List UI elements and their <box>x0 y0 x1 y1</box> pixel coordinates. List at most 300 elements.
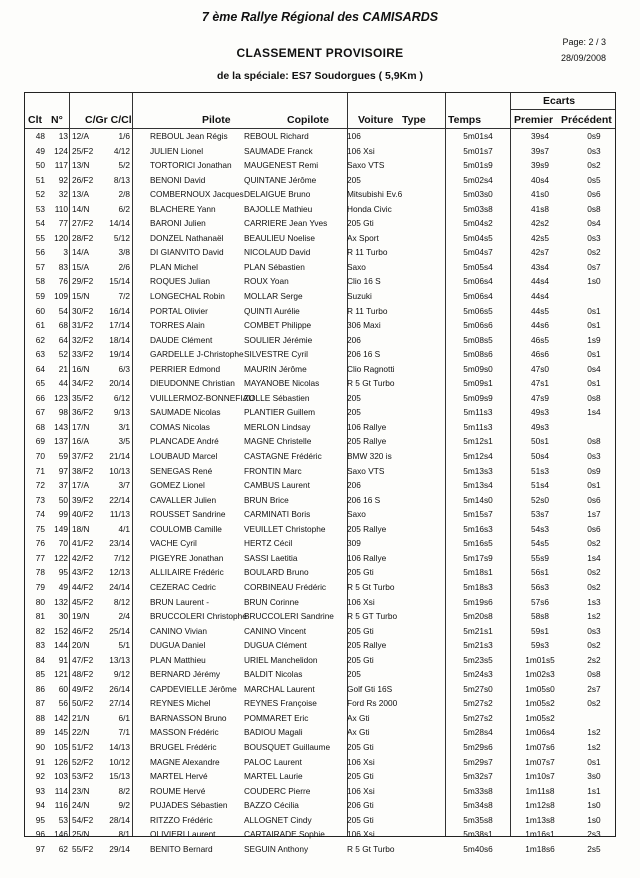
cell-cgr: 36/F2 <box>72 407 94 418</box>
cell-precedent: 0s3 <box>587 451 601 462</box>
page-number: Page: 2 / 3 <box>562 37 606 47</box>
cell-voiture: Saxo VTS <box>347 465 385 476</box>
cell-pilote: SENEGAS René <box>150 465 213 476</box>
table-row <box>24 304 616 319</box>
cell-cgr: 19/N <box>72 611 90 622</box>
cell-temps: 5m32s7 <box>463 771 493 782</box>
table-row <box>24 769 616 784</box>
cell-temps: 5m09s0 <box>463 363 493 374</box>
cell-cgr: 13/A <box>72 189 90 200</box>
cell-pilote: PLANCADE André <box>150 436 219 447</box>
cell-pilote: SAUMADE Nicolas <box>150 407 221 418</box>
cell-temps: 5m06s5 <box>463 305 493 316</box>
cell-clt: 80 <box>35 596 45 607</box>
cell-cgr: 49/F2 <box>72 683 94 694</box>
cell-num: 91 <box>58 654 68 665</box>
cell-temps: 5m28s4 <box>463 727 493 738</box>
cell-temps: 5m05s4 <box>463 261 493 272</box>
cell-clt: 97 <box>35 843 45 854</box>
cell-precedent: 2s3 <box>587 829 601 840</box>
cell-copilote: HERTZ Cécil <box>244 538 293 549</box>
cell-cgr: 20/N <box>72 640 90 651</box>
cell-voiture: 106 Rallye <box>347 552 387 563</box>
table-row <box>24 827 616 842</box>
cell-clt: 92 <box>35 771 45 782</box>
cell-ccl: 2/6 <box>118 261 130 272</box>
report-date: 28/09/2008 <box>560 53 606 63</box>
cell-precedent: 0s1 <box>587 378 601 389</box>
cell-cgr: 40/F2 <box>72 509 94 520</box>
cell-temps: 5m02s4 <box>463 174 493 185</box>
cell-premier: 1m18s6 <box>525 843 555 854</box>
cell-premier: 1m05s0 <box>525 683 555 694</box>
cell-temps: 5m14s0 <box>463 494 493 505</box>
cell-temps: 5m20s8 <box>463 611 493 622</box>
cell-num: 116 <box>54 800 68 811</box>
cell-precedent: 0s2 <box>587 581 601 592</box>
table-row <box>24 580 616 595</box>
cell-cgr: 42/F2 <box>72 552 94 563</box>
cell-temps: 5m01s4 <box>463 131 493 141</box>
cell-num: 117 <box>54 160 68 171</box>
cell-voiture: BMW 320 is <box>347 451 392 462</box>
cell-ccl: 15/13 <box>109 771 130 782</box>
cell-cgr: 24/N <box>72 800 90 811</box>
cell-num: 99 <box>58 509 68 520</box>
cell-voiture: 205 Rallye <box>347 640 387 651</box>
table-row <box>24 362 616 377</box>
cell-premier: 1m10s7 <box>525 771 555 782</box>
cell-clt: 67 <box>35 407 45 418</box>
cell-temps: 5m18s1 <box>463 567 493 578</box>
cell-voiture: 309 <box>347 538 361 549</box>
cell-precedent: 1s2 <box>587 611 601 622</box>
cell-clt: 49 <box>35 145 45 156</box>
cell-precedent: 0s3 <box>587 232 601 243</box>
cell-voiture: Suzuki <box>347 291 372 302</box>
cell-temps: 5m18s3 <box>463 581 493 592</box>
cell-pilote: COULOMB Camille <box>150 523 222 534</box>
ecarts-divider <box>510 109 615 110</box>
cell-temps: 5m33s8 <box>463 785 493 796</box>
cell-pilote: TORRES Alain <box>150 320 205 331</box>
cell-cgr: 25/N <box>72 829 90 840</box>
cell-pilote: GOMEZ Lionel <box>150 480 205 491</box>
cell-ccl: 10/13 <box>109 465 130 476</box>
cell-precedent: 0s6 <box>587 523 601 534</box>
cell-premier: 41s0 <box>531 189 549 200</box>
cell-cgr: 37/F2 <box>72 451 94 462</box>
cell-precedent: 0s2 <box>587 640 601 651</box>
cell-copilote: ZOLLE Sébastien <box>244 392 310 403</box>
cell-ccl: 24/14 <box>109 581 130 592</box>
cell-temps: 5m08s6 <box>463 349 493 360</box>
cell-temps: 5m04s2 <box>463 218 493 229</box>
cell-num: 59 <box>58 451 68 462</box>
cell-cgr: 15/A <box>72 261 90 272</box>
table-row <box>24 813 616 828</box>
cell-pilote: ALLILAIRE Frédéric <box>150 567 224 578</box>
cell-clt: 88 <box>35 712 45 723</box>
cell-ccl: 5/12 <box>113 232 130 243</box>
table-row <box>24 173 616 188</box>
cell-voiture: 205 Rallye <box>347 523 387 534</box>
cell-num: 62 <box>58 843 68 854</box>
cell-premier: 1m05s2 <box>525 698 555 709</box>
cell-cgr: 25/F2 <box>72 145 94 156</box>
table-row <box>24 391 616 406</box>
cell-clt: 61 <box>35 320 45 331</box>
cell-copilote: MARCHAL Laurent <box>244 683 315 694</box>
cell-num: 76 <box>58 276 68 287</box>
cell-copilote: BRUCCOLERI Sandrine <box>244 611 334 622</box>
cell-precedent: 0s7 <box>587 261 601 272</box>
cell-copilote: BADIOU Magali <box>244 727 303 738</box>
cell-premier: 46s6 <box>531 349 549 360</box>
cell-cgr: 51/F2 <box>72 741 94 752</box>
cell-copilote: PLAN Sébastien <box>244 261 305 272</box>
cell-num: 145 <box>54 727 68 738</box>
cell-premier: 54s5 <box>531 538 549 549</box>
cell-copilote: CARRIERE Jean Yves <box>244 218 328 229</box>
cell-ccl: 2/4 <box>118 611 130 622</box>
cell-temps: 5m27s2 <box>463 712 493 723</box>
cell-num: 83 <box>58 261 68 272</box>
cell-num: 105 <box>54 741 68 752</box>
cell-temps: 5m29s7 <box>463 756 493 767</box>
cell-ccl: 17/14 <box>109 320 130 331</box>
cell-clt: 91 <box>35 756 45 767</box>
cell-temps: 5m16s5 <box>463 538 493 549</box>
cell-ccl: 28/14 <box>109 814 130 825</box>
cell-voiture: Clio Ragnotti <box>347 363 395 374</box>
cell-copilote: SILVESTRE Cyril <box>244 349 308 360</box>
cell-precedent: 1s2 <box>587 727 601 738</box>
cell-premier: 1m07s6 <box>525 741 555 752</box>
cell-voiture: 205 Gti <box>347 771 374 782</box>
cell-pilote: BLACHERE Yann <box>150 203 216 214</box>
cell-precedent: 0s2 <box>587 538 601 549</box>
cell-premier: 47s9 <box>531 392 549 403</box>
cell-copilote: BEAULIEU Noelise <box>244 232 316 243</box>
cell-copilote: ALLOGNET Cindy <box>244 814 312 825</box>
cell-num: 56 <box>58 698 68 709</box>
cell-precedent: 0s1 <box>587 305 601 316</box>
cell-copilote: BAJOLLE Mathieu <box>244 203 313 214</box>
cell-ccl: 3/1 <box>118 421 130 432</box>
cell-copilote: CAMBUS Laurent <box>244 480 310 491</box>
table-row <box>24 784 616 799</box>
cell-clt: 60 <box>35 305 45 316</box>
cell-copilote: QUINTI Aurélie <box>244 305 300 316</box>
cell-temps: 5m34s8 <box>463 800 493 811</box>
cell-voiture: R 5 Gt Turbo <box>347 581 395 592</box>
cell-ccl: 14/13 <box>109 741 130 752</box>
cell-copilote: DELAIGUE Bruno <box>244 189 311 200</box>
cell-cgr: 12/A <box>72 131 90 141</box>
cell-num: 37 <box>58 480 68 491</box>
cell-num: 95 <box>58 567 68 578</box>
cell-temps: 5m23s5 <box>463 654 493 665</box>
cell-pilote: VUILLERMOZ-BONNEFIAU <box>150 392 255 403</box>
cell-premier: 1m13s8 <box>525 814 555 825</box>
cell-temps: 5m38s1 <box>463 829 493 840</box>
table-row <box>24 376 616 391</box>
cell-premier: 55s9 <box>531 552 549 563</box>
cell-pilote: CAVALLER Julien <box>150 494 217 505</box>
cell-precedent: 1s9 <box>587 334 601 345</box>
cell-clt: 82 <box>35 625 45 636</box>
cell-ccl: 4/12 <box>113 145 130 156</box>
cell-voiture: 205 Gti <box>347 654 374 665</box>
cell-cgr: 48/F2 <box>72 669 94 680</box>
cell-temps: 5m19s6 <box>463 596 493 607</box>
cell-copilote: POMMARET Eric <box>244 712 309 723</box>
cell-temps: 5m11s3 <box>463 421 493 432</box>
cell-clt: 69 <box>35 436 45 447</box>
cell-precedent: 0s6 <box>587 189 601 200</box>
cell-precedent: 0s6 <box>587 494 601 505</box>
cell-voiture: 205 <box>347 392 361 403</box>
header-ecarts: Ecarts <box>543 95 576 107</box>
cell-temps: 5m16s3 <box>463 523 493 534</box>
table-row <box>24 609 616 624</box>
table-row <box>24 507 616 522</box>
cell-pilote: LOUBAUD Marcel <box>150 451 218 462</box>
cell-precedent: 0s1 <box>587 349 601 360</box>
cell-num: 123 <box>54 392 68 403</box>
cell-clt: 50 <box>35 160 45 171</box>
cell-voiture: 306 Maxi <box>347 320 381 331</box>
table-row <box>24 245 616 260</box>
cell-cgr: 47/F2 <box>72 654 94 665</box>
table-row <box>24 565 616 580</box>
cell-voiture: 206 16 S <box>347 349 381 360</box>
cell-clt: 68 <box>35 421 45 432</box>
table-row <box>24 682 616 697</box>
cell-voiture: R 5 Gt Turbo <box>347 378 395 389</box>
cell-voiture: 106 Xsi <box>347 829 375 840</box>
cell-temps: 5m21s1 <box>463 625 493 636</box>
table-row <box>24 129 616 144</box>
cell-pilote: DONZEL Nathanaël <box>150 232 224 243</box>
cell-clt: 54 <box>35 218 45 229</box>
cell-pilote: BARONI Julien <box>150 218 206 229</box>
cell-premier: 49s3 <box>531 407 549 418</box>
cell-clt: 87 <box>35 698 45 709</box>
cell-premier: 42s2 <box>531 218 549 229</box>
cell-num: 49 <box>58 581 68 592</box>
cell-pilote: PERRIER Edmond <box>150 363 221 374</box>
cell-pilote: PORTAL Olivier <box>150 305 208 316</box>
cell-premier: 39s9 <box>531 160 549 171</box>
cell-cgr: 33/F2 <box>72 349 94 360</box>
cell-ccl: 8/1 <box>118 829 130 840</box>
cell-copilote: URIEL Manchelidon <box>244 654 318 665</box>
cell-voiture: Saxo VTS <box>347 160 385 171</box>
header-num: N° <box>51 114 63 126</box>
cell-pilote: OLIVIERI Laurent <box>150 829 216 840</box>
cell-clt: 81 <box>35 611 45 622</box>
cell-voiture: R 11 Turbo <box>347 305 388 316</box>
cell-cgr: 21/N <box>72 712 90 723</box>
cell-clt: 51 <box>35 174 45 185</box>
cell-copilote: BOULARD Bruno <box>244 567 309 578</box>
cell-num: 114 <box>54 785 68 796</box>
cell-clt: 78 <box>35 567 45 578</box>
cell-num: 70 <box>58 538 68 549</box>
table-row <box>24 478 616 493</box>
cell-num: 30 <box>58 611 68 622</box>
cell-copilote: COUDERC Pierre <box>244 785 311 796</box>
cell-ccl: 5/2 <box>118 160 130 171</box>
cell-clt: 52 <box>35 189 45 200</box>
cell-precedent: 1s2 <box>587 741 601 752</box>
cell-premier: 57s6 <box>531 596 549 607</box>
cell-ccl: 1/6 <box>118 131 130 141</box>
cell-clt: 79 <box>35 581 45 592</box>
cell-copilote: MOLLAR Serge <box>244 291 303 302</box>
cell-clt: 93 <box>35 785 45 796</box>
cell-num: 97 <box>58 465 68 476</box>
header-copilote: Copilote <box>287 114 329 126</box>
cell-temps: 5m17s9 <box>463 552 493 563</box>
table-row <box>24 696 616 711</box>
cell-cgr: 14/A <box>72 247 90 258</box>
cell-pilote: MAGNE Alexandre <box>150 756 220 767</box>
cell-copilote: MAGNE Christelle <box>244 436 312 447</box>
cell-temps: 5m11s3 <box>463 407 493 418</box>
cell-premier: 50s1 <box>531 436 549 447</box>
cell-pilote: PLAN Matthieu <box>150 654 206 665</box>
cell-premier: 1m05s2 <box>525 712 555 723</box>
cell-premier: 58s8 <box>531 611 549 622</box>
cell-voiture: 205 <box>347 407 361 418</box>
cell-precedent: 0s4 <box>587 363 601 374</box>
cell-clt: 70 <box>35 451 45 462</box>
cell-temps: 5m27s2 <box>463 698 493 709</box>
cell-temps: 5m03s0 <box>463 189 493 200</box>
cell-temps: 5m24s3 <box>463 669 493 680</box>
cell-precedent: 0s1 <box>587 320 601 331</box>
cell-pilote: BRUGEL Frédéric <box>150 741 217 752</box>
cell-ccl: 10/12 <box>109 756 130 767</box>
cell-num: 126 <box>54 756 68 767</box>
cell-precedent: 1s0 <box>587 814 601 825</box>
cell-temps: 5m35s8 <box>463 814 493 825</box>
cell-clt: 56 <box>35 247 45 258</box>
cell-premier: 52s0 <box>531 494 549 505</box>
cell-copilote: ROUX Yoan <box>244 276 289 287</box>
cell-clt: 85 <box>35 669 45 680</box>
cell-pilote: PIGEYRE Jonathan <box>150 552 224 563</box>
cell-temps: 5m01s7 <box>463 145 493 156</box>
cell-clt: 63 <box>35 349 45 360</box>
cell-copilote: BAZZO Cécilia <box>244 800 299 811</box>
cell-ccl: 7/12 <box>113 552 130 563</box>
cell-clt: 53 <box>35 203 45 214</box>
header-type: Type <box>402 114 426 126</box>
cell-cgr: 17/N <box>72 421 90 432</box>
cell-voiture: Ax Sport <box>347 232 379 243</box>
cell-num: 149 <box>54 523 68 534</box>
cell-precedent: 0s1 <box>587 756 601 767</box>
cell-premier: 49s3 <box>531 421 549 432</box>
cell-clt: 48 <box>35 131 45 141</box>
cell-ccl: 9/13 <box>113 407 130 418</box>
cell-temps: 5m15s7 <box>463 509 493 520</box>
cell-clt: 59 <box>35 291 45 302</box>
cell-clt: 65 <box>35 378 45 389</box>
cell-voiture: Ax Gti <box>347 712 370 723</box>
cell-cgr: 22/N <box>72 727 90 738</box>
ranking-title: CLASSEMENT PROVISOIRE <box>236 46 404 60</box>
cell-temps: 5m09s1 <box>463 378 493 389</box>
table-row <box>24 842 616 857</box>
cell-precedent: 1s4 <box>587 552 601 563</box>
cell-temps: 5m27s0 <box>463 683 493 694</box>
cell-voiture: Saxo <box>347 509 366 520</box>
cell-premier: 59s1 <box>531 625 549 636</box>
table-row <box>24 725 616 740</box>
cell-temps: 5m01s9 <box>463 160 493 171</box>
cell-premier: 59s3 <box>531 640 549 651</box>
cell-copilote: CARTAIRADE Sophie <box>244 829 325 840</box>
cell-premier: 1m07s7 <box>525 756 555 767</box>
cell-ccl: 14/14 <box>109 218 130 229</box>
cell-pilote: COMBERNOUX Jacques <box>150 189 244 200</box>
cell-clt: 95 <box>35 814 45 825</box>
cell-precedent: 2s5 <box>587 843 601 854</box>
cell-pilote: PLAN Michel <box>150 261 198 272</box>
header-clt: Clt <box>28 114 42 126</box>
table-row <box>24 449 616 464</box>
cell-clt: 76 <box>35 538 45 549</box>
cell-pilote: CAPDEVIELLE Jérôme <box>150 683 237 694</box>
cell-clt: 73 <box>35 494 45 505</box>
cell-temps: 5m06s6 <box>463 320 493 331</box>
cell-temps: 5m06s4 <box>463 276 493 287</box>
cell-clt: 94 <box>35 800 45 811</box>
table-row <box>24 798 616 813</box>
table-row <box>24 493 616 508</box>
cell-precedent: 0s2 <box>587 247 601 258</box>
cell-copilote: SAUMADE Franck <box>244 145 313 156</box>
cell-copilote: REBOUL Richard <box>244 131 309 141</box>
table-row <box>24 231 616 246</box>
cell-ccl: 20/14 <box>109 378 130 389</box>
cell-cgr: 54/F2 <box>72 814 94 825</box>
cell-pilote: REYNES Michel <box>150 698 211 709</box>
table-row <box>24 318 616 333</box>
cell-premier: 53s7 <box>531 509 549 520</box>
cell-premier: 1m12s8 <box>525 800 555 811</box>
cell-copilote: BOUSQUET Guillaume <box>244 741 331 752</box>
cell-num: 144 <box>54 640 68 651</box>
header-premier: Premier <box>514 114 554 126</box>
cell-num: 53 <box>58 814 68 825</box>
cell-cgr: 52/F2 <box>72 756 94 767</box>
cell-voiture: 205 <box>347 669 361 680</box>
cell-cgr: 31/F2 <box>72 320 94 331</box>
special-stage-title: de la spéciale: ES7 Soudorgues ( 5,9Km ) <box>217 70 423 82</box>
cell-voiture: Ax Gti <box>347 727 370 738</box>
cell-precedent: 1s0 <box>587 276 601 287</box>
cell-copilote: SOULIER Jérémie <box>244 334 313 345</box>
cell-premier: 39s7 <box>531 145 549 156</box>
cell-copilote: MAYANOBE Nicolas <box>244 378 320 389</box>
cell-clt: 66 <box>35 392 45 403</box>
